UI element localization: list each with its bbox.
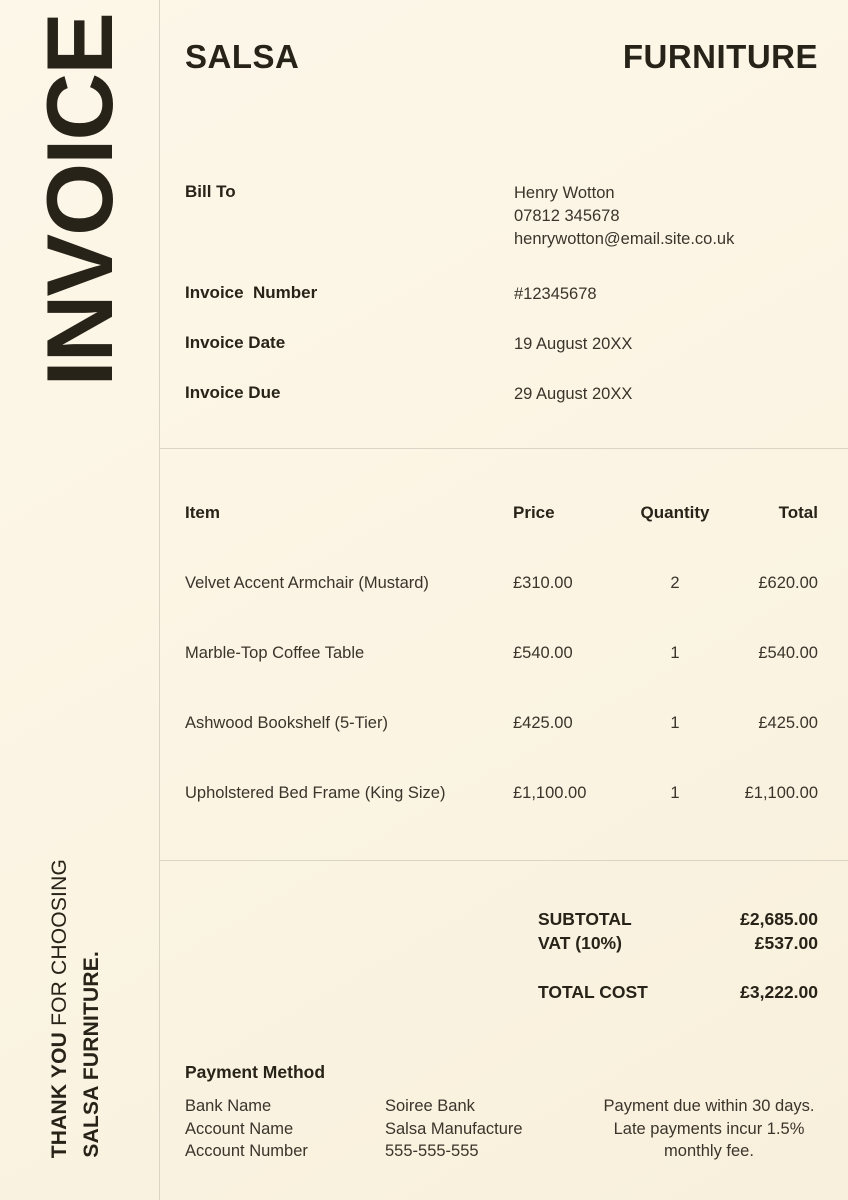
thank-you-line-1 <box>48 859 71 1158</box>
total-cost-row <box>538 980 818 1004</box>
payment-terms-note: Payment due within 30 days. Late payments incur 1.5% monthly fee. <box>603 1097 815 1160</box>
table-row <box>185 714 818 733</box>
item-price: £310.00 <box>513 574 573 592</box>
header-quantity: Quantity <box>640 503 710 522</box>
item-name: Upholstered Bed Frame (King Size) <box>185 784 446 802</box>
bill-to-name: Henry Wotton <box>514 184 615 202</box>
table-row <box>185 574 818 593</box>
account-number-value: 555-555-555 <box>385 1142 479 1160</box>
total-cost-value: £3,222.00 <box>740 982 818 1002</box>
subtotal-row <box>538 907 818 931</box>
invoice-header-section <box>160 0 848 448</box>
item-name: Ashwood Bookshelf (5-Tier) <box>185 714 388 732</box>
table-row <box>185 784 818 803</box>
invoice-due-row <box>185 383 818 406</box>
payment-method-block <box>185 1062 818 1163</box>
invoice-number-label: Invoice Number <box>185 283 318 302</box>
invoice-vertical-title: INVOICE <box>26 14 132 387</box>
bank-name-label: Bank Name <box>185 1097 272 1115</box>
account-number-label: Account Number <box>185 1142 308 1160</box>
thank-you-bold-text: THANK YOU <box>47 1031 71 1158</box>
header-price: Price <box>513 503 555 522</box>
thank-you-regular-text: FOR CHOOSING <box>47 858 71 1032</box>
invoice-date-label: Invoice Date <box>185 333 286 352</box>
bill-to-row <box>185 182 818 251</box>
subtotal-label: SUBTOTAL <box>538 909 632 929</box>
item-total: £1,100.00 <box>744 784 818 802</box>
item-quantity: 1 <box>670 784 680 802</box>
header-item: Item <box>185 503 220 522</box>
brand-row <box>185 38 818 76</box>
brand-name-right: FURNITURE <box>622 38 818 75</box>
invoice-number-row <box>185 283 818 306</box>
item-total: £425.00 <box>758 714 818 732</box>
summary-section <box>160 860 848 1200</box>
subtotal-value: £2,685.00 <box>740 909 818 929</box>
invoice-meta <box>185 283 818 406</box>
thank-you-note <box>48 859 103 1158</box>
account-name-value: Salsa Manufacture <box>385 1119 523 1138</box>
vat-value: £537.00 <box>754 933 818 953</box>
account-name-label: Account Name <box>185 1119 294 1138</box>
invoice-due-value: 29 August 20XX <box>514 385 633 403</box>
invoice-main <box>159 0 848 1200</box>
header-total: Total <box>778 503 818 522</box>
items-section <box>160 448 848 860</box>
item-total: £540.00 <box>758 644 818 662</box>
bill-to-label: Bill To <box>185 182 236 201</box>
invoice-date-value: 19 August 20XX <box>514 335 633 353</box>
bill-to-phone: 07812 345678 <box>514 207 620 225</box>
payment-method-heading: Payment Method <box>185 1062 326 1082</box>
item-price: £425.00 <box>513 714 573 732</box>
bill-to-email: henrywotton@email.site.co.uk <box>514 230 735 248</box>
payment-details <box>185 1095 818 1163</box>
bill-to-value <box>514 182 734 251</box>
bank-name-value: Soiree Bank <box>385 1097 475 1115</box>
invoice-date-row <box>185 333 818 356</box>
item-total: £620.00 <box>758 574 818 592</box>
invoice-number-value: #12345678 <box>514 285 597 303</box>
thank-you-line-2: SALSA FURNITURE. <box>80 951 103 1158</box>
totals-block <box>538 907 818 1004</box>
item-name: Marble-Top Coffee Table <box>185 644 365 662</box>
payment-rows <box>185 1095 523 1163</box>
invoice-due-label: Invoice Due <box>185 383 281 402</box>
item-quantity: 1 <box>670 714 680 732</box>
total-cost-label: TOTAL COST <box>538 982 648 1002</box>
item-quantity: 2 <box>670 574 680 592</box>
sidebar <box>0 0 159 1200</box>
vat-row <box>538 931 818 955</box>
item-price: £540.00 <box>513 644 573 662</box>
items-table-header <box>185 503 818 523</box>
item-price: £1,100.00 <box>513 784 587 802</box>
item-quantity: 1 <box>670 644 680 662</box>
item-name: Velvet Accent Armchair (Mustard) <box>185 574 429 592</box>
brand-name-left: SALSA <box>185 38 300 75</box>
vat-label: VAT (10%) <box>538 933 622 953</box>
table-row <box>185 644 818 663</box>
